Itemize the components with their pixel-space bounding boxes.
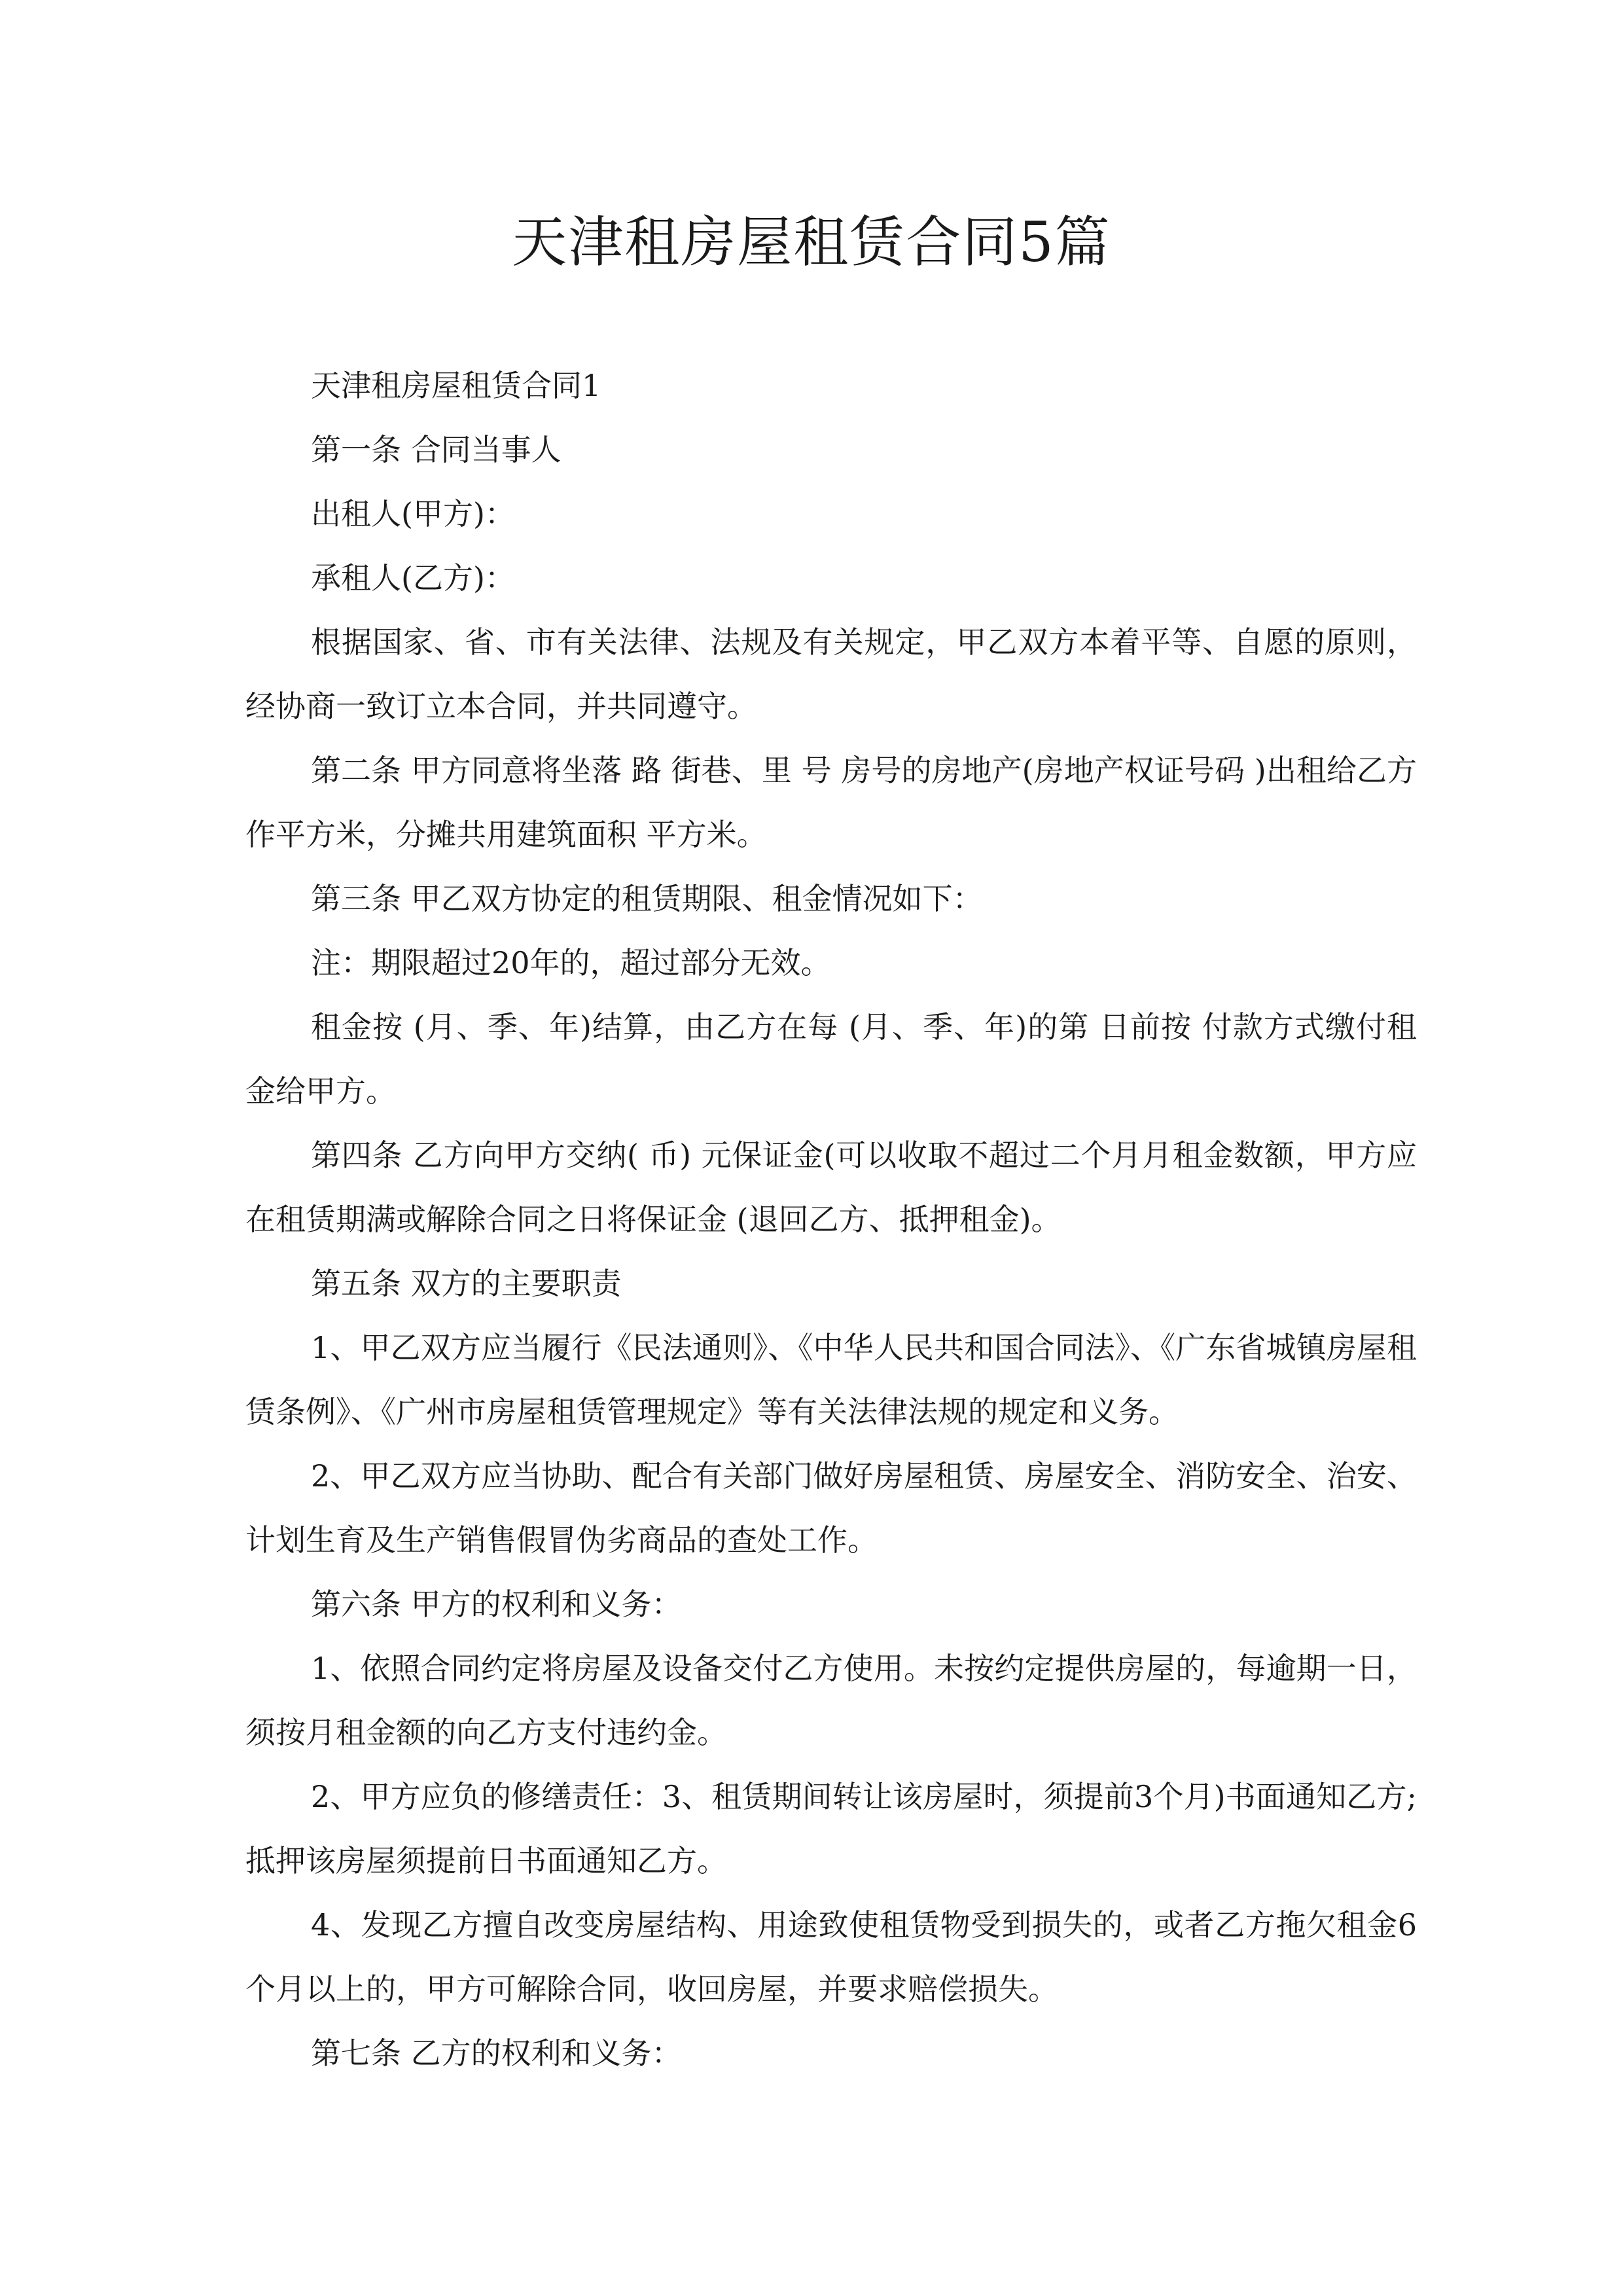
paragraph-lessor-right-4: 4、发现乙方擅自改变房屋结构、用途致使租赁物受到损失的，或者乙方拖欠租金6个月以上的，甲方可解除合同，收回房屋，并要求赔偿损失。 — [245, 1907, 1417, 2007]
paragraph-preamble: 根据国家、省、市有关法律、法规及有关规定，甲乙双方本着平等、自愿的原则，经协商一致订立本合同，并共同遵守。 — [245, 624, 1417, 724]
paragraph-rent-terms: 租金按 (月、季、年)结算，由乙方在每 (月、季、年)的第 日前按 付款方式缴付租金给甲方。 — [245, 1009, 1417, 1109]
document-title: 天津租房屋租赁合同5篇 — [512, 210, 1111, 274]
paragraph-lessor-right-1: 1、依照合同约定将房屋及设备交付乙方使用。未按约定提供房屋的，每逾期一日，须按月租金额的向乙方支付违约金。 — [245, 1651, 1417, 1750]
document-body — [245, 353, 1417, 2085]
paragraph-contract-heading: 天津租房屋租赁合同1 — [311, 368, 601, 403]
paragraph-lessor-right-2: 2、甲方应负的修缮责任：3、租赁期间转让该房屋时，须提前3个月)书面通知乙方;抵押该房屋须提前日书面通知乙方。 — [245, 1779, 1417, 1878]
paragraph-article-4: 第四条 乙方向甲方交纳( 币) 元保证金(可以收取不超过二个月月租金数额，甲方应在租赁期满或解除合同之日将保证金 (退回乙方、抵押租金)。 — [245, 1138, 1417, 1237]
paragraph-article-3: 第三条 甲乙双方协定的租赁期限、租金情况如下： — [311, 881, 983, 916]
paragraph-lessor: 出租人(甲方)： — [311, 496, 515, 531]
paragraph-article-5: 第五条 双方的主要职责 — [311, 1266, 622, 1301]
paragraph-article-6: 第六条 甲方的权利和义务： — [311, 1587, 682, 1622]
paragraph-lessee: 承租人(乙方)： — [311, 560, 515, 596]
paragraph-article-2: 第二条 甲方同意将坐落 路 街巷、里 号 房号的房地产(房地产权证号码 )出租给乙方作平方米，分摊共用建筑面积 平方米。 — [245, 753, 1417, 852]
paragraph-article-7: 第七条 乙方的权利和义务： — [311, 2036, 682, 2071]
paragraph-duty-1: 1、甲乙双方应当履行《民法通则》、《中华人民共和国合同法》、《广东省城镇房屋租赁条例》、《广州市房屋租赁管理规定》等有关法律法规的规定和义务。 — [245, 1330, 1417, 1429]
paragraph-article-1: 第一条 合同当事人 — [311, 432, 562, 467]
paragraph-note: 注：期限超过20年的，超过部分无效。 — [311, 945, 831, 980]
paragraph-duty-2: 2、甲乙双方应当协助、配合有关部门做好房屋租赁、房屋安全、消防安全、治安、计划生育及生产销售假冒伪劣商品的查处工作。 — [245, 1458, 1417, 1558]
